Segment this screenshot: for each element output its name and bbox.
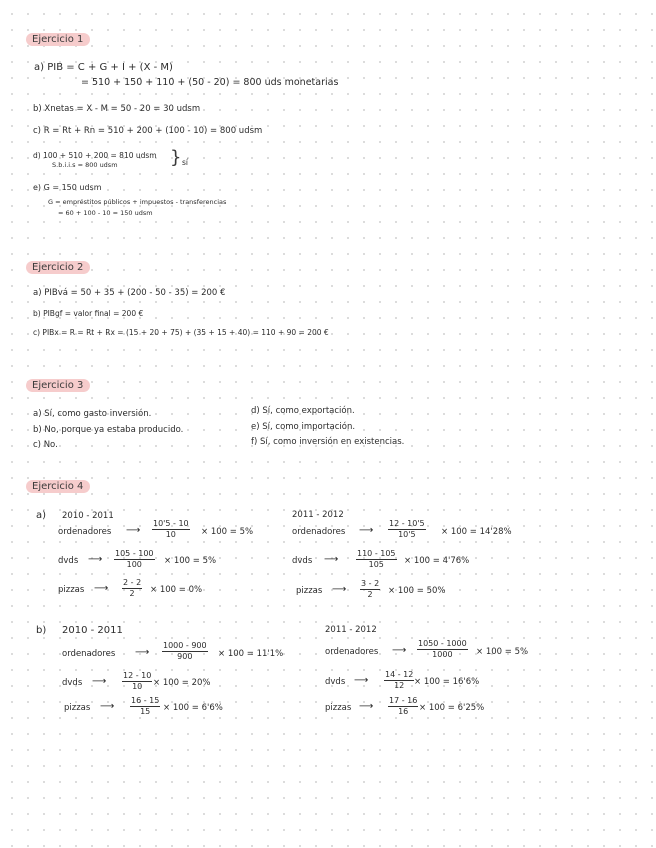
- fraction-numerator: 12 - 10'5: [388, 520, 426, 530]
- ex4-b-right-item-2: pizzas: [325, 703, 352, 713]
- exercise-1-heading: Ejercicio 1: [26, 33, 90, 46]
- fraction-denominator: 105: [368, 560, 384, 570]
- fraction-denominator: 10: [165, 530, 176, 540]
- ex4-a-left-result-2: × 100 = 0%: [150, 585, 203, 595]
- ex4-b-right-result-0: × 100 = 5%: [476, 647, 529, 657]
- ex4-a-right-period: 2011 - 2012: [292, 510, 344, 520]
- ex4-a-left-fraction-2: [122, 579, 142, 599]
- ex3-answer-f: f) Sí, como inversión en existencias.: [251, 437, 405, 447]
- ex4-a-left-result-0: × 100 = 5%: [201, 527, 254, 537]
- fraction-denominator: 10: [132, 682, 143, 692]
- ex1-line-a2: = 510 + 150 + 110 + (50 - 20) = 800 uds monetarias: [81, 77, 339, 88]
- exercise-2-heading: Ejercicio 2: [26, 261, 90, 274]
- ex3-answer-e: e) Sí, como importación.: [251, 422, 356, 432]
- ex2-line-b: b) PIBgf = valor final = 200 €: [33, 309, 144, 318]
- ex3-answer-c: c) No.: [33, 440, 58, 450]
- arrow-right-icon: ⟶: [324, 554, 339, 565]
- arrow-right-icon: ⟶: [94, 583, 109, 594]
- ex2-line-a: a) PIBvá = 50 + 35 + (200 - 50 - 35) = 200 €: [33, 288, 226, 298]
- fraction-denominator: 10'5: [398, 530, 416, 540]
- ex1-line-e3: = 60 + 100 - 10 = 150 udsm: [58, 209, 153, 217]
- ex4-b-left-period: 2010 - 2011: [62, 625, 123, 636]
- ex1-line-b: b) Xnetas = X - M = 50 - 20 = 30 udsm: [33, 104, 201, 114]
- ex4-b-right-fraction-1: [384, 671, 414, 691]
- ex4-a-left-result-1: × 100 = 5%: [164, 556, 217, 566]
- ex1-line-d1: d) 100 + 510 + 200 = 810 udsm: [33, 151, 157, 160]
- fraction-numerator: 105 - 100: [114, 550, 155, 560]
- ex1-line-d3: sí: [182, 158, 188, 167]
- ex4-b-right-item-0: ordenadores: [325, 647, 379, 657]
- fraction-denominator: 100: [126, 560, 142, 570]
- fraction-numerator: 3 - 2: [360, 580, 380, 590]
- exercise-3-heading: Ejercicio 3: [26, 379, 90, 392]
- fraction-denominator: 12: [394, 681, 405, 691]
- ex4-b-left-item-1: dvds: [62, 678, 83, 688]
- ex1-line-c: c) R = Rt + Rn = 510 + 200 + (100 - 10) = 800 udsm: [33, 126, 263, 136]
- fraction-denominator: 15: [140, 707, 151, 717]
- ex4-a-left-item-0: ordenadores: [58, 527, 112, 537]
- arrow-right-icon: ⟶: [88, 554, 103, 565]
- fraction-numerator: 12 - 10: [122, 672, 152, 682]
- ex4-a-left-fraction-1: [114, 550, 155, 570]
- ex1-brace: }: [170, 147, 182, 168]
- ex4-b-left-result-0: × 100 = 11'1%: [218, 649, 284, 659]
- ex3-answer-a: a) Sí, como gasto inversión.: [33, 409, 152, 419]
- ex4-b-left-item-0: ordenadores: [62, 649, 116, 659]
- fraction-numerator: 2 - 2: [122, 579, 142, 589]
- arrow-right-icon: ⟶: [100, 701, 115, 712]
- ex4-b-right-fraction-0: [417, 640, 468, 660]
- ex2-line-c: c) PIBx = R = Rt + Rx = (15 + 20 + 75) + (35 + 15 + 40) = 110 + 90 = 200 €: [33, 328, 329, 337]
- ex4-a-right-fraction-1: [356, 550, 397, 570]
- arrow-right-icon: ⟶: [359, 525, 374, 536]
- fraction-numerator: 1000 - 900: [162, 642, 208, 652]
- ex4-b-label: b): [36, 625, 47, 636]
- ex4-a-right-result-1: × 100 = 4'76%: [404, 556, 470, 566]
- fraction-denominator: 16: [398, 707, 409, 717]
- ex4-b-left-result-1: × 100 = 20%: [153, 678, 211, 688]
- ex4-a-label: a): [36, 510, 47, 521]
- ex4-b-right-result-1: × 100 = 16'6%: [414, 677, 480, 687]
- ex4-b-left-fraction-0: [162, 642, 208, 662]
- arrow-right-icon: ⟶: [392, 645, 407, 656]
- ex4-b-left-item-2: pizzas: [64, 703, 91, 713]
- fraction-numerator: 14 - 12: [384, 671, 414, 681]
- ex1-line-e1: e) G = 150 udsm: [33, 183, 102, 192]
- ex4-a-right-item-2: pizzas: [296, 586, 323, 596]
- ex4-a-right-item-0: ordenadores: [292, 527, 346, 537]
- arrow-right-icon: ⟶: [92, 676, 107, 687]
- ex3-answer-d: d) Sí, como exportación.: [251, 406, 355, 416]
- ex4-a-left-period: 2010 - 2011: [62, 511, 114, 521]
- ex4-b-right-item-1: dvds: [325, 677, 346, 687]
- fraction-denominator: 900: [177, 652, 193, 662]
- arrow-right-icon: ⟶: [126, 525, 141, 536]
- fraction-denominator: 1000: [432, 650, 453, 660]
- ex3-answer-b: b) No, porque ya estaba producido.: [33, 425, 184, 435]
- exercise-4-heading: Ejercicio 4: [26, 480, 90, 493]
- arrow-right-icon: ⟶: [135, 647, 150, 658]
- ex4-b-right-result-2: × 100 = 6'25%: [419, 703, 485, 713]
- fraction-numerator: 10'5 - 10: [152, 520, 190, 530]
- ex4-b-left-fraction-2: [130, 697, 160, 717]
- ex1-line-e2: G = empréstitos públicos + impuestos - transferencias: [48, 198, 227, 206]
- fraction-numerator: 1050 - 1000: [417, 640, 468, 650]
- ex4-a-left-item-1: dvds: [58, 556, 79, 566]
- ex4-a-right-item-1: dvds: [292, 556, 313, 566]
- ex4-a-left-item-2: pizzas: [58, 585, 85, 595]
- fraction-numerator: 17 - 16: [388, 697, 418, 707]
- fraction-numerator: 16 - 15: [130, 697, 160, 707]
- ex1-line-d2: S.b.i.i.s = 800 udsm: [52, 161, 118, 169]
- ex1-line-a1: a) PIB = C + G + I + (X - M): [34, 62, 173, 73]
- ex4-b-left-fraction-1: [122, 672, 152, 692]
- ex4-b-right-period: 2011 - 2012: [325, 625, 377, 635]
- fraction-numerator: 110 - 105: [356, 550, 397, 560]
- arrow-right-icon: ⟶: [359, 701, 374, 712]
- fraction-denominator: 2: [367, 590, 373, 600]
- arrow-right-icon: ⟶: [354, 675, 369, 686]
- ex4-b-left-result-2: × 100 = 6'6%: [163, 703, 223, 713]
- ex4-b-right-fraction-2: [388, 697, 418, 717]
- ex4-a-right-result-2: × 100 = 50%: [388, 586, 446, 596]
- ex4-a-right-result-0: × 100 = 14'28%: [441, 527, 512, 537]
- arrow-right-icon: ⟶: [332, 584, 347, 595]
- fraction-denominator: 2: [129, 589, 135, 599]
- ex4-a-right-fraction-2: [360, 580, 380, 600]
- ex4-a-right-fraction-0: [388, 520, 426, 540]
- ex4-a-left-fraction-0: [152, 520, 190, 540]
